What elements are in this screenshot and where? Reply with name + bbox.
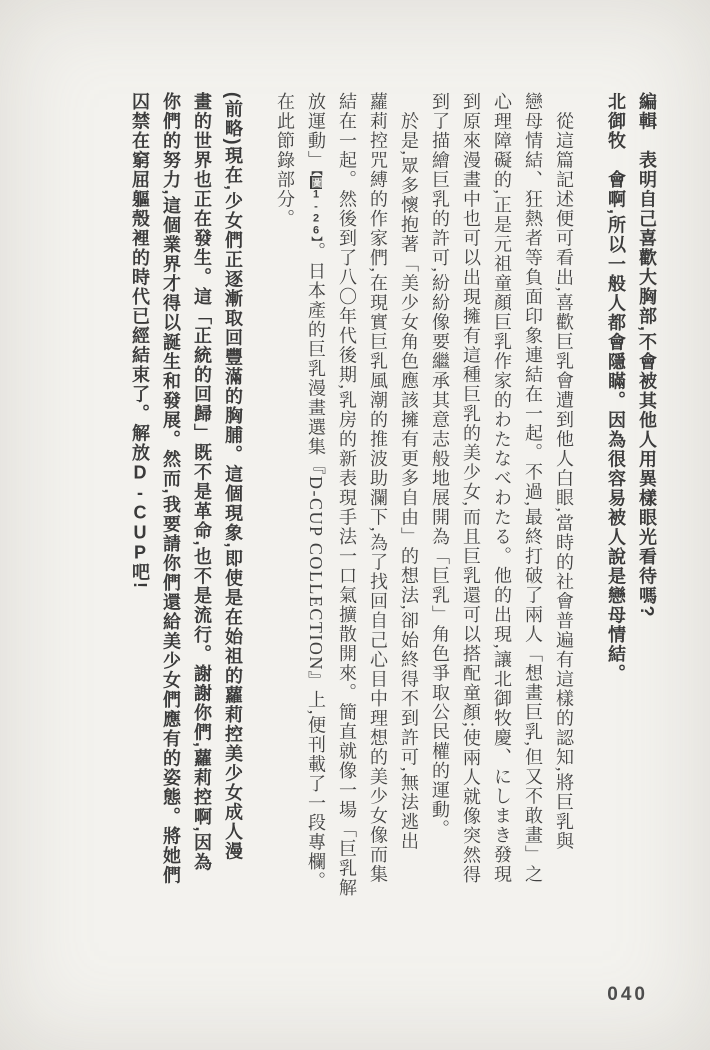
text-column: 戀母情結、狂熱者等負面印象連結在一起。不過,最終打破了兩人「想畫巨乳,但又不敢畫」之 bbox=[523, 92, 543, 884]
text-column: 編輯 表明自己喜歡大胸部,不會被其他人用異樣眼光看待嗎? bbox=[637, 92, 657, 618]
column-text: 放運動」 bbox=[306, 92, 326, 170]
body-text-section bbox=[274, 92, 575, 934]
column-text: 囚禁在窮屈軀殼裡的時代已經結束了。解放 bbox=[130, 92, 150, 463]
dialog-section bbox=[605, 92, 658, 934]
text-column: 北御牧 會啊,所以一般人都會隱瞞。因為很容易被人說是戀母情結。 bbox=[606, 92, 626, 684]
text-column: 在此節錄部分。 bbox=[275, 92, 295, 229]
text-column: 畫的世界也正在發生。這「正統的回歸」既不是革命,也不是流行。謝謝你們,蘿莉控啊,因為 bbox=[192, 92, 212, 873]
figure-number: 1-26 bbox=[310, 188, 322, 237]
quote-section bbox=[129, 92, 244, 934]
text-column: 到了描繪巨乳的許可,紛紛像要繼承其意志般地展開為「巨乳」角色爭取公民權的運動。 bbox=[430, 92, 450, 839]
figure-reference bbox=[310, 170, 322, 242]
latin-upright-text: D-CUP bbox=[130, 462, 150, 563]
vertical-text-flow bbox=[120, 92, 658, 934]
text-column: 心理障礙的,正是元祖童顏巨乳作家的わたなべわたる。他的出現,讓北御牧慶、にしまき發現 bbox=[492, 92, 512, 884]
text-column: 於是,眾多懷抱著「美少女角色應該擁有更多自由」的想法,卻始終得不到許可,無法逃出 bbox=[399, 92, 419, 851]
text-column bbox=[305, 92, 327, 934]
figure-label: 圖 bbox=[310, 176, 322, 188]
text-column: 蘿莉控咒縛的作家們,在現實巨乳風潮的推波助瀾下,為了找回自己心目中理想的美少女像而集 bbox=[368, 92, 388, 884]
text-column: (前略)現在,少女們正逐漸取回豐滿的胸脯。這個現象,即使是在始祖的蘿莉控美少女成人漫 bbox=[223, 92, 243, 861]
figure-bracket-open: 【 bbox=[310, 170, 322, 176]
figure-bracket-close: 】 bbox=[310, 236, 322, 242]
column-text: 。日本產的巨乳漫畫選集『D-CUP COLLECTION』上,便刊載了一段專欄。 bbox=[306, 242, 326, 892]
text-column bbox=[129, 92, 151, 934]
page-number: 040 bbox=[607, 984, 648, 1005]
column-text: 吧! bbox=[130, 562, 150, 590]
text-column: 到原來漫畫中也可以出現擁有這種巨乳的美少女,而且巨乳還可以搭配童顏;使兩人就像突然得 bbox=[461, 92, 481, 885]
text-column: 從這篇記述便可看出,喜歡巨乳會遭到他人白眼,當時的社會普遍有這樣的認知,將巨乳與 bbox=[554, 92, 574, 851]
text-column: 結在一起。然後到了八〇年代後期,乳房的新表現手法一口氣擴散開來。簡直就像一場「巨乳解 bbox=[337, 92, 357, 898]
text-column: 你們的努力,這個業界才得以誕生和發展。然而,我要請你們還給美少女們應有的姿態。將她們 bbox=[161, 92, 181, 886]
